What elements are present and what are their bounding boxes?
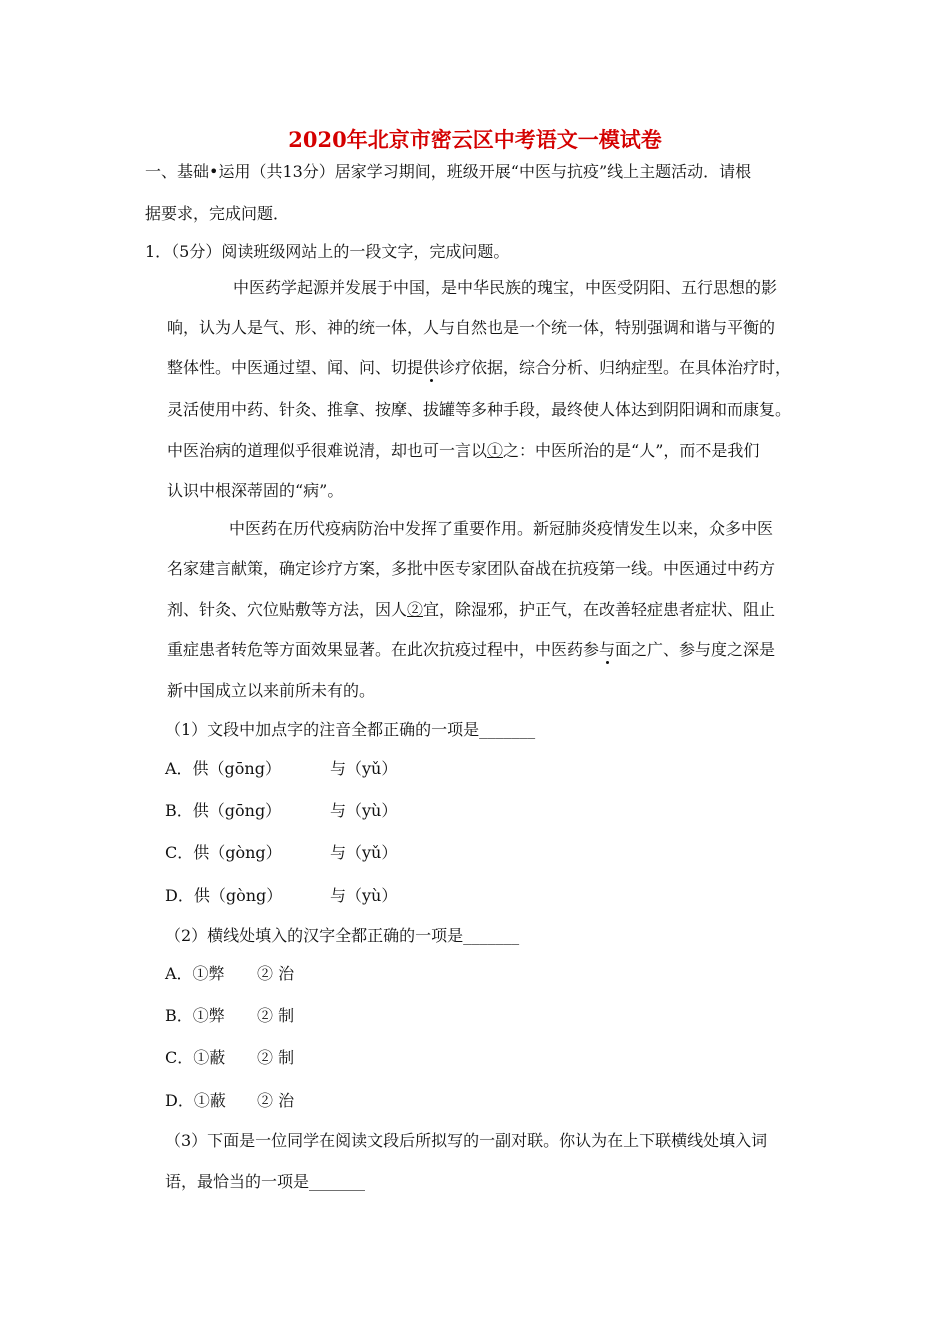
option-value: ② 治 [257,964,295,983]
option-2a [165,963,294,985]
passage-text: 整体性。中医通过望、闻、问、切提 [167,358,424,377]
option-1b [165,800,397,822]
option-label: B．①弊 [165,1006,225,1025]
passage-text: 中医治病的道理似乎很难说清，却也可一言以 [167,441,488,460]
sub-question-1-stem: （1）文段中加点字的注音全都正确的一项是_______ [165,720,536,739]
option-label: A．①弊 [165,964,225,983]
passage-1-line-4: 灵活使用中药、针灸、推拿、按摩、拔罐等多种手段，最终使人体达到阴阳调和而康复。 [167,400,792,419]
sub-question-3-line-2: 语，最恰当的一项是_______ [165,1172,366,1191]
passage-1-line-6: 认识中根深蒂固的“病”。 [167,481,344,500]
passage-text: 重症患者转危等方面效果显著。在此次抗疫过程中，中医药参 [167,640,600,659]
section-heading-line-1: 一、基础•运用（共13分）居家学习期间，班级开展“中医与抗疫”线上主题活动．请根 [145,162,752,181]
passage-2-line-4 [167,639,775,661]
passage-text: 之：中医所治的是“人”，而不是我们 [503,441,760,460]
blank-marker-2: ② [407,600,424,619]
option-value: 与（yǔ） [330,759,398,778]
option-label: B．供（gōng） [165,801,282,820]
passage-1-line-1: 中医药学起源并发展于中国，是中华民族的瑰宝，中医受阴阳、五行思想的影 [233,278,778,297]
option-value: ② 制 [257,1006,295,1025]
option-label: C．①蔽 [165,1048,226,1067]
passage-1-line-3 [167,357,791,379]
passage-2-line-5: 新中国成立以来前所未有的。 [167,681,376,700]
option-2c [165,1047,294,1069]
passage-2-line-3 [167,599,775,621]
option-value: 与（yù） [330,886,398,905]
option-label: C．供（gòng） [165,843,282,862]
dotted-char-yu: 与 [599,640,616,659]
passage-text: 面之广、参与度之深是 [615,640,776,659]
option-value: 与（yù） [330,801,398,820]
passage-1-line-2: 响，认为人是气、形、神的统一体，人与自然也是一个统一体，特别强调和谐与平衡的 [167,318,776,337]
option-value: 与（yǔ） [330,843,398,862]
sub-question-2-stem: （2）横线处填入的汉字全都正确的一项是_______ [165,926,520,945]
passage-text: 诊疗依据，综合分析、归纳症型。在具体治疗时， [439,358,792,377]
passage-text: 剂、针灸、穴位贴敷等方法，因人 [167,600,408,619]
passage-2-line-1: 中医药在历代疫病防治中发挥了重要作用。新冠肺炎疫情发生以来，众多中医 [229,519,774,538]
section-heading-line-2: 据要求，完成问题． [145,204,290,223]
option-label: A．供（gōng） [165,759,281,778]
dotted-char-gong: 供 [423,358,440,377]
option-value: ② 治 [257,1091,295,1110]
passage-1-line-5 [167,440,759,462]
option-1d [165,885,397,907]
page-title: 2020年北京市密云区中考语文一模试卷 [288,127,662,152]
question-1-stem: 1．（5分）阅读班级网站上的一段文字，完成问题。 [145,242,510,261]
option-value: ② 制 [257,1048,295,1067]
option-label: D．供（gòng） [165,886,283,905]
option-2d [165,1090,294,1112]
passage-2-line-2: 名家建言献策，确定诊疗方案，多批中医专家团队奋战在抗疫第一线。中医通过中药方 [167,559,776,578]
option-1a [165,758,397,780]
sub-question-3-line-1: （3）下面是一位同学在阅读文段后所拟写的一副对联。你认为在上下联横线处填入词 [165,1131,768,1150]
option-label: D．①蔽 [165,1091,226,1110]
option-2b [165,1005,294,1027]
option-1c [165,842,397,864]
passage-text: 宜，除湿邪，护正气，在改善轻症患者症状、阻止 [423,600,776,619]
blank-marker-1: ① [487,441,504,460]
